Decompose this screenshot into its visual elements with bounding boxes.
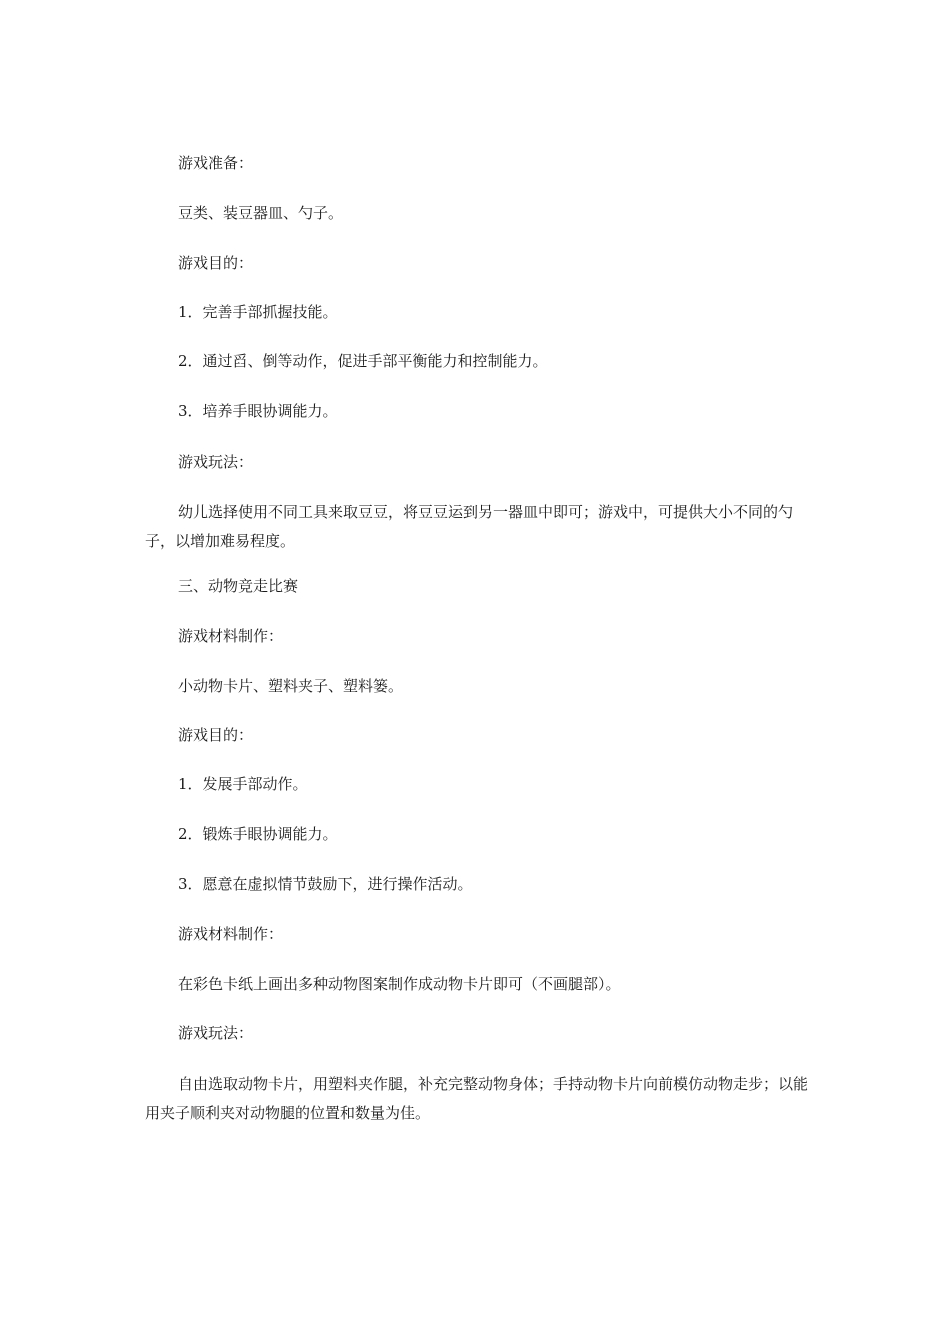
paragraph-game-play-2: 自由选取动物卡片，用塑料夹作腿，补充完整动物身体；手持动物卡片向前模仿动物走步；以能用夹子顺利夹对动物腿的位置和数量为佳。 xyxy=(145,1075,809,1122)
list-item-goal-1: 1．完善手部抓握技能。 xyxy=(178,303,338,321)
paragraph-materials: 豆类、装豆器皿、勺子。 xyxy=(178,204,344,222)
heading-game-play-2: 游戏玩法： xyxy=(178,1024,254,1042)
paragraph-materials-2: 小动物卡片、塑料夹子、塑料篓。 xyxy=(178,677,404,695)
heading-game-goal: 游戏目的： xyxy=(178,254,254,272)
heading-material-making-2: 游戏材料制作： xyxy=(178,925,284,943)
heading-material-making: 游戏材料制作： xyxy=(178,627,284,645)
paragraph-game-play: 幼儿选择使用不同工具来取豆豆，将豆豆运到另一器皿中即可；游戏中，可提供大小不同的勺子，以增加难易程度。 xyxy=(145,503,794,550)
list-item-goal-2-3: 3．愿意在虚拟情节鼓励下，进行操作活动。 xyxy=(178,875,473,893)
heading-game-play: 游戏玩法： xyxy=(178,453,254,471)
heading-game-preparation: 游戏准备： xyxy=(178,154,254,172)
list-item-goal-2-1: 1．发展手部动作。 xyxy=(178,775,308,793)
list-item-goal-2-2: 2．锻炼手眼协调能力。 xyxy=(178,825,338,843)
section-title-animal-race: 三、动物竞走比赛 xyxy=(178,577,299,595)
list-item-goal-3: 3．培养手眼协调能力。 xyxy=(178,402,338,420)
list-item-goal-2: 2．通过舀、倒等动作，促进手部平衡能力和控制能力。 xyxy=(178,352,548,370)
paragraph-card-making: 在彩色卡纸上画出多种动物图案制作成动物卡片即可（不画腿部）。 xyxy=(178,975,621,993)
heading-game-goal-2: 游戏目的： xyxy=(178,726,254,744)
